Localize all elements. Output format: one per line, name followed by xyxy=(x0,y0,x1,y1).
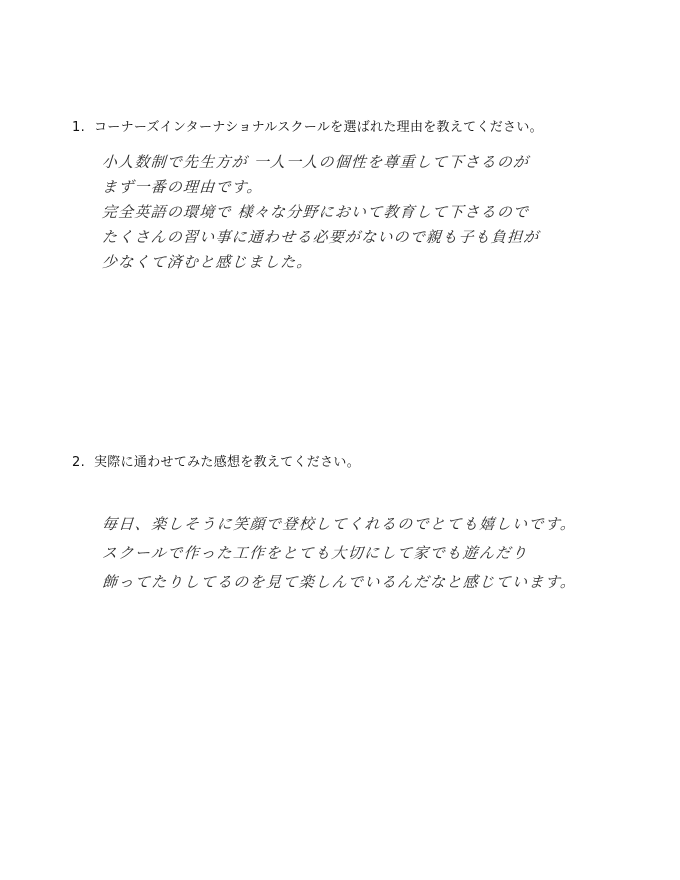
question-2-text: 実際に通わせてみた感想を教えてください。 xyxy=(94,455,361,470)
answer-2-handwriting xyxy=(101,510,578,597)
answer-1-line: まず一番の理由です。 xyxy=(101,178,264,196)
answer-1-line: 小人数制で先生方が 一人一人の個性を尊重して下さるのが xyxy=(101,153,530,171)
answer-1-line: 少なくて済むと感じました。 xyxy=(101,253,314,271)
question-2-number: 2. xyxy=(72,455,86,470)
question-2 xyxy=(72,451,360,470)
answer-2-line: スクールで作った工作をとても大切にして家でも遊んだり xyxy=(101,544,529,562)
question-1 xyxy=(72,116,543,135)
answer-2-line: 毎日、楽しそうに笑顔で登校してくれるのでとても嬉しいです。 xyxy=(101,515,578,533)
answer-1-line: たくさんの習い事に通わせる必要がないので親も子も負担が xyxy=(101,228,541,246)
question-1-number: 1. xyxy=(72,120,86,135)
answer-1-line: 完全英語の環境で 様々な分野において教育して下さるので xyxy=(101,203,530,221)
answer-2-line: 飾ってたりしてるのを見て楽しんでいるんだなと感じています。 xyxy=(101,573,578,591)
answer-1-handwriting xyxy=(102,150,572,275)
question-1-text: コーナーズインターナショナルスクールを選ばれた理由を教えてください。 xyxy=(94,120,543,135)
